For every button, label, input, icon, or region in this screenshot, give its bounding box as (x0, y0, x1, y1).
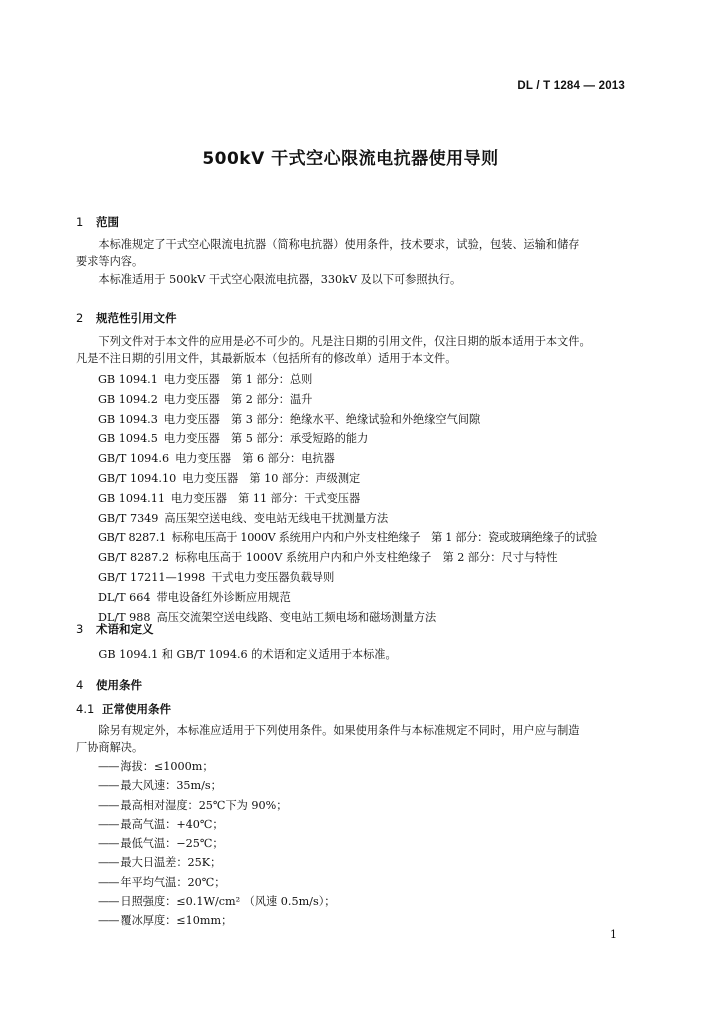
reference-title: 标称电压高于 1000V 系统用户内和户外支柱绝缘子 第 2 部分：尺寸与特性 (175, 551, 558, 565)
reference-item (98, 589, 658, 609)
condition-item (98, 816, 335, 835)
condition-item (98, 854, 335, 873)
standard-code: DL / T 1284 — 2013 (517, 80, 625, 92)
section-title: 规范性引用文件 (96, 311, 177, 325)
dash-marker: —— (98, 798, 119, 812)
conditions-intro-line-2: 厂协商解决。 (76, 741, 144, 755)
reference-list (98, 371, 658, 628)
scope-paragraph-1-cont: 要求等内容。 (76, 255, 144, 269)
reference-item (98, 529, 658, 549)
refs-intro-line-1: 下列文件对于本文件的应用是必不可少的。凡是注日期的引用文件，仅注日期的版本适用于本文件。 (98, 335, 591, 348)
scope-paragraph-2: 本标准适用于 500kV 干式空心限流电抗器，330kV 及以下可参照执行。 (98, 272, 462, 286)
reference-title: 高压交流架空送电线路、变电站工频电场和磁场测量方法 (156, 610, 437, 624)
section-number: 4 (76, 678, 84, 692)
dash-marker: —— (98, 895, 119, 909)
reference-title: 电力变压器 第 5 部分：承受短路的能力 (163, 432, 369, 446)
dash-marker: —— (98, 856, 119, 870)
reference-title: 干式电力变压器负载导则 (211, 570, 335, 584)
subsection-number: 4.1 (76, 702, 95, 716)
reference-code: DL/T 988 (98, 610, 151, 624)
reference-code: GB 1094.11 (98, 491, 165, 505)
reference-code: DL/T 664 (98, 590, 151, 604)
reference-item (98, 609, 658, 629)
reference-code: GB/T 1094.6 (98, 452, 170, 466)
page-number: 1 (610, 928, 617, 941)
reference-title: 电力变压器 第 3 部分：绝缘水平、绝缘试验和外绝缘空气间隙 (163, 412, 481, 426)
section-title: 使用条件 (96, 678, 142, 692)
condition-text: 最高相对湿度：25℃下为 90%； (120, 798, 288, 812)
reference-title: 高压架空送电线、变电站无线电干扰测量方法 (164, 511, 389, 525)
dash-marker: —— (98, 760, 119, 773)
dash-marker: —— (98, 875, 119, 889)
section-1-body (76, 236, 636, 288)
reference-item (98, 490, 658, 510)
section-number: 1 (76, 215, 84, 229)
condition-text: 最大风速：35m/s； (120, 779, 222, 793)
section-1-heading (76, 214, 119, 230)
condition-text: 日照强度：≤0.1W/cm² （风速 0.5m/s）； (120, 895, 336, 909)
section-4-body (76, 722, 636, 757)
reference-code: GB 1094.5 (98, 432, 158, 446)
condition-text: 最高气温：+40℃； (120, 817, 224, 831)
reference-code: GB/T 7349 (98, 511, 159, 525)
conditions-list (98, 758, 335, 932)
condition-item (98, 835, 335, 854)
dash-marker: —— (98, 914, 119, 928)
reference-code: GB/T 8287.2 (98, 551, 170, 565)
section-title: 术语和定义 (96, 622, 154, 636)
conditions-intro-line-1: 除另有规定外，本标准应适用于下列使用条件。如果使用条件与本标准规定不同时，用户应与制造 (98, 724, 580, 737)
reference-title: 电力变压器 第 11 部分：干式变压器 (170, 491, 361, 505)
section-number: 2 (76, 311, 84, 325)
condition-text: 最大日温差：25K； (120, 856, 222, 870)
condition-item (98, 912, 335, 931)
section-3-heading (76, 621, 154, 637)
reference-item (98, 411, 658, 431)
reference-item (98, 470, 658, 490)
condition-item (98, 777, 335, 796)
condition-text: 覆冰厚度：≤10mm； (120, 914, 233, 928)
scope-paragraph-1 (76, 236, 636, 253)
condition-item (98, 758, 335, 777)
dash-marker: —— (98, 837, 119, 851)
document-title: 500kV 干式空心限流电抗器使用导则 (202, 149, 499, 169)
reference-item (98, 391, 658, 411)
reference-item (98, 430, 658, 450)
reference-title: 电力变压器 第 6 部分：电抗器 (175, 452, 335, 466)
reference-title: 电力变压器 第 10 部分：声级测定 (182, 471, 361, 485)
reference-item (98, 371, 658, 391)
condition-text: 海拔：≤1000m； (120, 760, 214, 773)
dash-marker: —— (98, 779, 119, 793)
condition-item (98, 874, 335, 893)
reference-code: GB 1094.1 (98, 373, 158, 386)
section-3-body (76, 646, 636, 663)
reference-code: GB/T 1094.10 (98, 471, 177, 485)
reference-code: GB/T 17211—1998 (98, 570, 206, 584)
reference-item (98, 450, 658, 470)
reference-code: GB/T 8287.1 (98, 531, 166, 545)
dash-marker: —— (98, 817, 119, 831)
reference-title: 电力变压器 第 2 部分：温升 (163, 392, 313, 406)
section-title: 范围 (96, 215, 119, 229)
reference-title: 电力变压器 第 1 部分：总则 (163, 373, 313, 386)
subsection-title: 正常使用条件 (102, 702, 171, 716)
subsection-4-1-heading (76, 701, 171, 717)
section-number: 3 (76, 622, 84, 636)
section-2-intro (76, 333, 636, 368)
condition-item (98, 797, 335, 816)
condition-text: 年平均气温：20℃； (120, 875, 226, 889)
reference-code: GB 1094.3 (98, 412, 158, 426)
condition-item (98, 893, 335, 912)
reference-item (98, 569, 658, 589)
refs-intro-line-2: 凡是不注日期的引用文件，其最新版本（包括所有的修改单）适用于本文件。 (76, 352, 457, 366)
reference-item (98, 549, 658, 569)
reference-title: 标称电压高于 1000V 系统用户内和户外支柱绝缘子 第 1 部分：瓷或玻璃绝缘子的试验 (171, 531, 597, 545)
section-2-heading (76, 310, 177, 326)
reference-item (98, 510, 658, 530)
section-4-heading (76, 677, 142, 693)
terms-paragraph: GB 1094.1 和 GB/T 1094.6 的术语和定义适用于本标准。 (98, 648, 397, 661)
condition-text: 最低气温：−25℃； (120, 837, 224, 851)
scope-paragraph-1-line-1: 本标准规定了干式空心限流电抗器（简称电抗器）使用条件，技术要求，试验，包装、运输和储存 (98, 238, 580, 251)
reference-title: 带电设备红外诊断应用规范 (156, 590, 291, 604)
reference-code: GB 1094.2 (98, 392, 158, 406)
